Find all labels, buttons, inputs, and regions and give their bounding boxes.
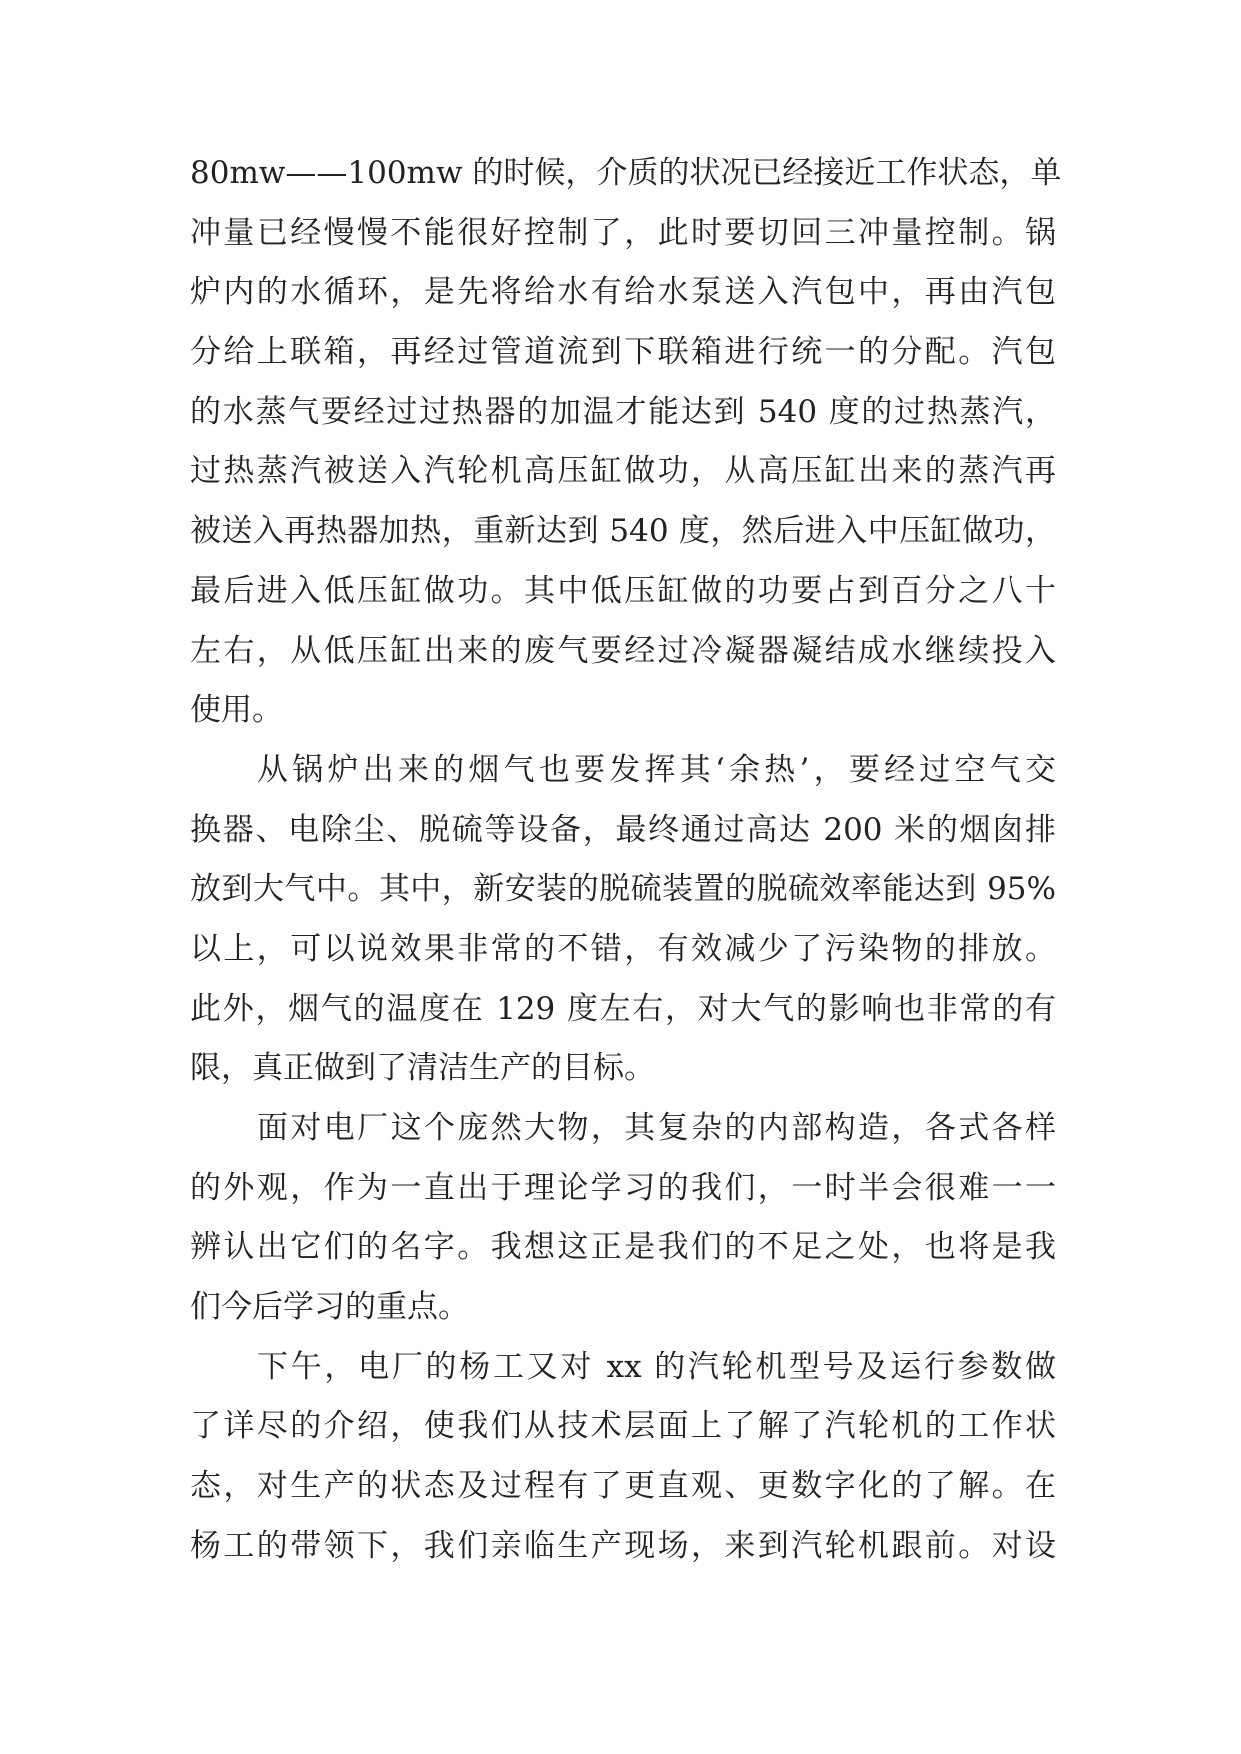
text-line: 冲量已经慢慢不能很好控制了，此时要切回三冲量控制。锅	[190, 214, 1056, 251]
text-line: 炉内的水循环，是先将给水有给水泵送入汽包中，再由汽包	[190, 274, 1056, 311]
text-line: 最后进入低压缸做功。其中低压缸做的功要占到百分之八十	[190, 572, 1056, 609]
text-line: 态，对生产的状态及过程有了更直观、更数字化的了解。在	[190, 1468, 1056, 1505]
text-line: 的水蒸气要经过过热器的加温才能达到 540 度的过热蒸汽，	[190, 393, 1056, 430]
text-line: 以上，可以说效果非常的不错，有效减少了污染物的排放。	[190, 930, 1056, 967]
text-line: 杨工的带领下，我们亲临生产现场，来到汽轮机跟前。对设	[190, 1527, 1056, 1564]
text-line: 们今后学习的重点。	[190, 1289, 469, 1326]
text-line: 被送入再热器加热，重新达到 540 度，然后进入中压缸做功，	[190, 513, 1056, 550]
body-text	[190, 155, 1062, 1591]
text-line: 分给上联箱，再经过管道流到下联箱进行统一的分配。汽包	[190, 334, 1056, 371]
text-line: 左右，从低压缸出来的废气要经过冷凝器凝结成水继续投入	[190, 632, 1056, 669]
text-line: 的外观，作为一直出于理论学习的我们，一时半会很难一一	[190, 1169, 1056, 1206]
text-line: 限，真正做到了清洁生产的目标。	[190, 1050, 655, 1087]
text-line: 从锅炉出来的烟气也要发挥其‘余热’，要经过空气交	[257, 751, 1056, 788]
text-line: 使用。	[190, 692, 283, 729]
text-line: 过热蒸汽被送入汽轮机高压缸做功，从高压缸出来的蒸汽再	[190, 453, 1056, 490]
text-line: 80mw——100mw 的时候，介质的状况已经接近工作状态，单	[190, 155, 1062, 191]
text-line: 此外，烟气的温度在 129 度左右，对大气的影响也非常的有	[190, 990, 1056, 1027]
text-line: 面对电厂这个庞然大物，其复杂的内部构造，各式各样	[257, 1110, 1056, 1146]
text-line: 了详尽的介绍，使我们从技术层面上了解了汽轮机的工作状	[190, 1408, 1056, 1445]
text-line: 辨认出它们的名字。我想这正是我们的不足之处，也将是我	[190, 1229, 1056, 1266]
text-line: 下午，电厂的杨工又对 xx 的汽轮机型号及运行参数做	[257, 1348, 1056, 1385]
text-line: 放到大气中。其中，新安装的脱硫装置的脱硫效率能达到 95%	[190, 871, 1056, 908]
text-line: 换器、电除尘、脱硫等设备，最终通过高达 200 米的烟囱排	[190, 811, 1056, 848]
